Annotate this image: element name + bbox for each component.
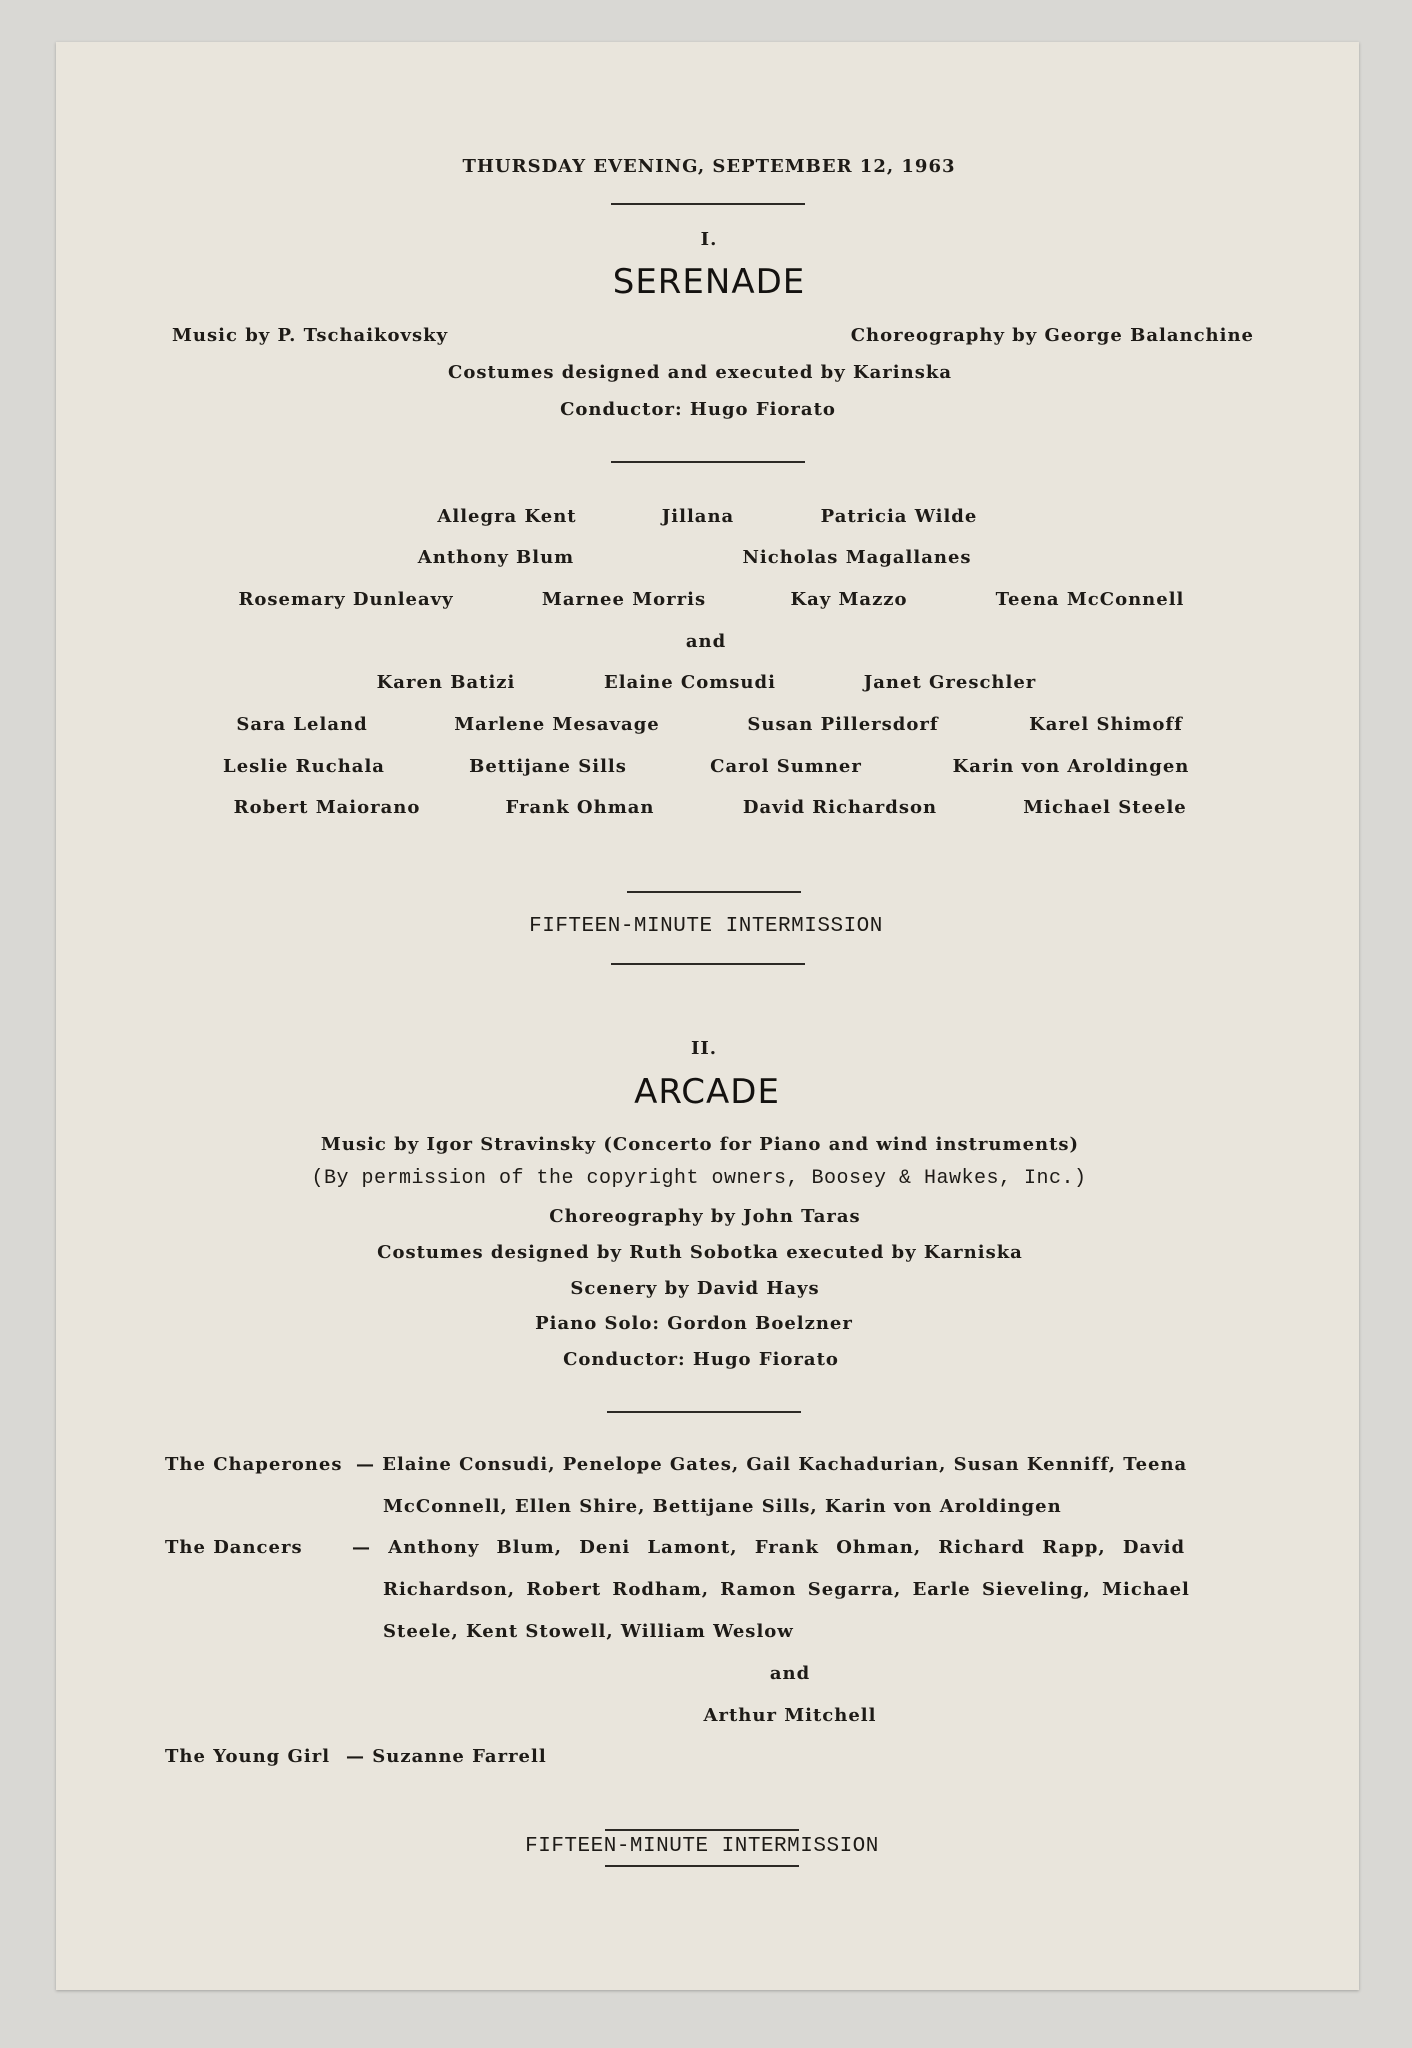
cast-name: Jillana — [661, 506, 735, 527]
divider — [607, 1411, 801, 1413]
cast-name: Susan Pillersdorf — [747, 714, 939, 735]
cast-name: Michael Steele — [1023, 797, 1187, 818]
cast-name: Robert Maiorano — [233, 797, 421, 818]
cast-name: Anthony Blum — [417, 547, 575, 568]
cast-name: Patricia Wilde — [820, 506, 978, 527]
ballet-number: I. — [700, 229, 718, 250]
choreography-credit: Choreography by George Balanchine — [850, 325, 1254, 346]
intermission-notice: FIFTEEN-MINUTE INTERMISSION — [525, 1835, 879, 1858]
cast-name: Karel Shimoff — [1029, 714, 1183, 735]
music-credit: Music by P. Tschaikovsky — [172, 325, 449, 346]
cast-name: David Richardson — [742, 797, 938, 818]
divider — [611, 203, 805, 205]
cast-name: Nicholas Magallanes — [742, 547, 972, 568]
cast-name: Karin von Aroldingen — [952, 756, 1190, 777]
cast-and: and — [685, 631, 727, 652]
costume-credit: Costumes designed and executed by Karinska — [448, 362, 952, 383]
cast-name: Janet Greschler — [863, 672, 1037, 693]
scenery-credit: Scenery by David Hays — [570, 1278, 820, 1299]
divider — [611, 963, 805, 965]
cast-name: Leslie Ruchala — [223, 756, 385, 777]
role-label-chaperones: The Chaperones — [165, 1454, 343, 1475]
choreography-credit: Choreography by John Taras — [549, 1206, 861, 1227]
costume-credit: Costumes designed by Ruth Sobotka executed by Karniska — [377, 1242, 1023, 1263]
cast-and: and — [769, 1663, 811, 1684]
cast-name: Elaine Comsudi — [604, 672, 776, 693]
cast-name: Marlene Mesavage — [454, 714, 660, 735]
role-label-young-girl: The Young Girl — [165, 1746, 331, 1767]
cast-name: Marnee Morris — [541, 589, 707, 610]
piano-solo-credit: Piano Solo: Gordon Boelzner — [535, 1313, 853, 1334]
role-cast-dancers: — Anthony Blum, Deni Lamont, Frank Ohman, Richard Rapp, David — [352, 1537, 1186, 1558]
program-date: THURSDAY EVENING, SEPTEMBER 12, 1963 — [462, 156, 956, 177]
role-cast-dancers: Steele, Kent Stowell, William Weslow — [383, 1621, 794, 1642]
cast-name: Teena McConnell — [995, 589, 1185, 610]
permission-note: (By permission of the copyright owners, Boosey & Hawkes, Inc.) — [311, 1167, 1087, 1190]
divider — [611, 461, 805, 463]
ballet-title: ARCADE — [634, 1072, 780, 1112]
ballet-number: II. — [690, 1038, 718, 1059]
conductor-credit: Conductor: Hugo Fiorato — [560, 399, 836, 420]
divider — [605, 1865, 799, 1867]
cast-name: Rosemary Dunleavy — [238, 589, 454, 610]
conductor-credit: Conductor: Hugo Fiorato — [563, 1349, 839, 1370]
role-cast-chaperones: — Elaine Consudi, Penelope Gates, Gail Kachadurian, Susan Kenniff, Teena — [356, 1454, 1188, 1475]
cast-name: Sara Leland — [236, 714, 368, 735]
cast-name: Carol Sumner — [710, 756, 862, 777]
cast-name: Allegra Kent — [437, 506, 577, 527]
ballet-title: SERENADE — [612, 262, 806, 302]
cast-name: Frank Ohman — [505, 797, 655, 818]
role-label-dancers: The Dancers — [165, 1537, 303, 1558]
music-credit: Music by Igor Stravinsky (Concerto for Piano and wind instruments) — [320, 1134, 1080, 1155]
divider — [627, 891, 801, 893]
cast-name: Karen Batizi — [376, 672, 516, 693]
intermission-notice: FIFTEEN-MINUTE INTERMISSION — [529, 915, 883, 938]
role-cast-chaperones: McConnell, Ellen Shire, Bettijane Sills, Karin von Aroldingen — [383, 1496, 1062, 1517]
divider — [605, 1829, 799, 1831]
cast-name: Kay Mazzo — [790, 589, 908, 610]
special-cast: Arthur Mitchell — [703, 1705, 877, 1726]
role-cast-dancers: Richardson, Robert Rodham, Ramon Segarra, Earle Sieveling, Michael — [383, 1579, 1190, 1600]
role-cast-young-girl: — Suzanne Farrell — [346, 1746, 547, 1767]
cast-name: Bettijane Sills — [469, 756, 627, 777]
